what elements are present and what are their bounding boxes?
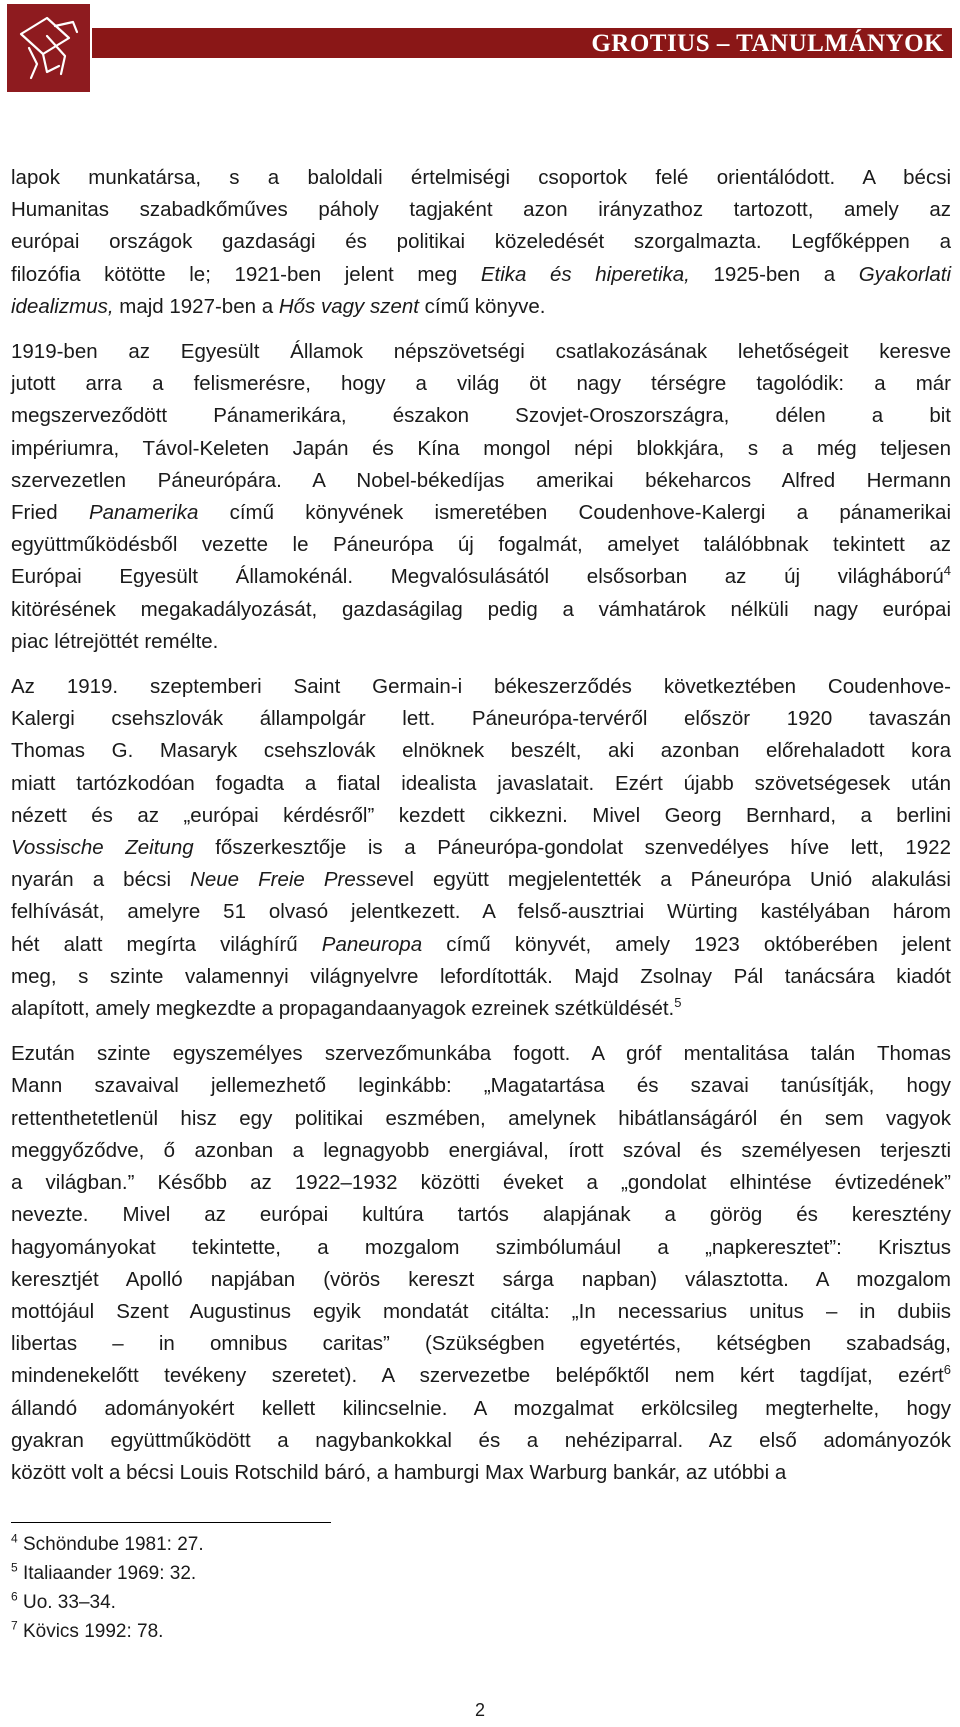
- page-number: 2: [474, 1700, 485, 1720]
- text-line: [11, 291, 951, 323]
- italic-title: Etika és hiperetika,: [480, 262, 690, 286]
- text-run: mottójául Szent Augustinus egyik mondatát citálta: „In necessarius unitus – in dubiis: [11, 1299, 951, 1323]
- footnote: [11, 1588, 204, 1617]
- text-line: [11, 703, 951, 735]
- text-run: állandó adományokért kellett kilincselnie. A mozgalmat erkölcsileg megterhelte, hogy: [11, 1396, 951, 1420]
- footnote-text: Italiaander 1969: 32.: [17, 1563, 197, 1584]
- text-run: a világban.” Később az 1922–1932 közötti éveket a „gondolat elhintése évtizedének”: [11, 1171, 951, 1195]
- text-run: című könyvét, amely 1923 októberében jelent: [422, 932, 951, 956]
- text-line: [11, 800, 951, 832]
- text-run: 1919-ben az Egyesült Államok népszövetségi csatlakozásának lehetőségeit keresve: [11, 340, 951, 364]
- text-line: [11, 594, 951, 626]
- text-run: majd 1927-ben a: [113, 294, 279, 318]
- text-run: főszerkesztője is a Páneurópa-gondolat szenvedélyes híve lett, 1922: [193, 836, 951, 860]
- header-bar: [92, 28, 952, 58]
- text-line: [11, 1425, 951, 1457]
- text-line: [11, 433, 951, 465]
- text-run: keresztjét Apolló napjában (vörös kereszt sárga napban) választotta. A mozgalom: [11, 1267, 951, 1291]
- text-line: [11, 162, 951, 194]
- text-run: között volt a bécsi Louis Rotschild báró, a hamburgi Max Warburg bankár, az utóbbi a: [11, 1460, 787, 1484]
- text-line: [11, 671, 951, 703]
- footnote: [11, 1530, 204, 1559]
- text-run: impériumra, Távol-Keleten Japán és Kína mongol népi blokkjára, s a még teljesen: [11, 436, 951, 460]
- text-line: [11, 1457, 951, 1489]
- footnote-number: 7: [11, 1618, 18, 1633]
- text-line: [11, 1296, 951, 1328]
- text-run: szervezetlen Páneurópára. A Nobel-békedíjas amerikai békeharcos Alfred Hermann: [11, 468, 951, 492]
- italic-title: Panamerika: [88, 501, 199, 525]
- grotius-logo-icon: [7, 4, 90, 92]
- text-run: Ezután szinte egyszemélyes szervezőmunkába fogott. A gróf mentalitása talán Thomas: [11, 1042, 951, 1066]
- text-line: [11, 1328, 951, 1360]
- footnote: [11, 1617, 204, 1646]
- italic-title: Paneuropa: [321, 932, 423, 956]
- text-line: [11, 400, 951, 432]
- text-run: jutott arra a felismerésre, hogy a világ öt nagy térségre tagolódik: a már: [11, 372, 951, 396]
- text-run: nevezte. Mivel az európai kultúra tartós alapjának a görög és keresztény: [11, 1203, 951, 1227]
- text-line: [11, 336, 951, 368]
- footnote: [11, 1559, 204, 1588]
- text-run: lapok munkatársa, s a baloldali értelmiségi csoportok felé orientálódott. A bécsi: [11, 166, 951, 189]
- text-run: miatt tartózkodóan fogadta a fiatal idealista javaslatait. Ezért újabb szövetségesek után: [11, 771, 951, 795]
- text-run: Thomas G. Masaryk csehszlovák elnöknek beszélt, aki azonban előrehaladott kora: [11, 739, 951, 763]
- text-run: rettenthetetlenül hisz egy politikai eszmében, amelynek hibátlanságáról én sem vagyok: [11, 1106, 951, 1130]
- paragraph: [11, 1038, 951, 1489]
- footnote-number: 5: [11, 1560, 18, 1575]
- text-line: [11, 1135, 951, 1167]
- text-line: [11, 832, 951, 864]
- text-line: [11, 1038, 951, 1070]
- paragraph: [11, 336, 951, 658]
- text-run: nyarán a bécsi: [11, 868, 191, 892]
- text-line: [11, 1070, 951, 1102]
- text-line: [11, 561, 951, 593]
- text-line: [11, 1232, 951, 1264]
- text-run: Humanitas szabadkőműves páholy tagjaként azon irányzathoz tartozott, amely az: [11, 198, 951, 222]
- text-run: megszerveződött Pánamerikára, északon Szovjet-Oroszországra, délen a bit: [11, 404, 951, 428]
- italic-title: Hős vagy szent: [278, 294, 419, 318]
- text-run: Az 1919. szeptemberi Saint Germain-i békeszerződés következtében Coudenhove-: [11, 675, 951, 699]
- footnote-ref: 6: [943, 1362, 951, 1378]
- italic-title: Vossische Zeitung: [11, 836, 194, 860]
- page-header: [0, 0, 960, 92]
- text-line: [11, 1167, 951, 1199]
- text-line: [11, 1393, 951, 1425]
- text-line: [11, 896, 951, 928]
- text-line: [11, 735, 951, 767]
- text-run: piac létrejöttét remélte.: [11, 629, 219, 653]
- paragraph: [11, 671, 951, 1025]
- text-run: című könyve.: [418, 294, 546, 318]
- text-run: 1925-ben a: [689, 262, 859, 286]
- text-run: együttműködésből vezette le Páneurópa új fogalmát, amelyet találóbbnak tekintett az: [11, 533, 951, 557]
- text-line: [11, 1103, 951, 1135]
- text-line: [11, 1199, 951, 1231]
- text-run: kitörésének megakadályozását, gazdaságilag pedig a vámhatárok nélküli nagy európai: [11, 597, 951, 621]
- footnote-divider: [11, 1522, 331, 1523]
- text-run: hét alatt megírta világhírű: [11, 932, 322, 956]
- text-run: meggyőződve, ő azonban a legnagyobb energiával, írott szóval és személyesen terjeszti: [11, 1138, 951, 1162]
- text-line: [11, 929, 951, 961]
- footnotes: [11, 1530, 204, 1646]
- text-line: [11, 864, 951, 896]
- text-run: európai országok gazdasági és politikai közeledését szorgalmazta. Legfőképpen a: [11, 230, 951, 254]
- text-line: [11, 993, 951, 1025]
- text-line: [11, 1360, 951, 1392]
- footnote-text: Schöndube 1981: 27.: [17, 1534, 204, 1555]
- text-run: Mann szavaival jellemezhető leginkább: „Magatartása és szavai tanúsítják, hogy: [11, 1074, 951, 1098]
- footnote-number: 4: [11, 1531, 18, 1546]
- footnote-text: Kövics 1992: 78.: [17, 1621, 164, 1642]
- italic-title: Gyakorlati: [858, 262, 951, 286]
- text-line: [11, 961, 951, 993]
- footnote-number: 6: [11, 1589, 18, 1604]
- italic-title: Neue Freie Presse: [190, 868, 388, 892]
- text-line: [11, 497, 951, 529]
- footnote-ref: 4: [943, 563, 951, 579]
- text-run: vel együtt megjelentették a Páneurópa Unió alakulási: [387, 868, 951, 892]
- text-run: nézett és az „európai kérdésről” kezdett cikkezni. Mivel Georg Bernhard, a berlini: [11, 803, 951, 827]
- text-line: [11, 1264, 951, 1296]
- footnote-text: Uo. 33–34.: [17, 1592, 116, 1613]
- text-run: Fried: [11, 501, 89, 525]
- text-run: gyakran együttműködött a nagybankokkal és a nehéziparral. Az első adományozók: [11, 1428, 951, 1452]
- text-run: meg, s szinte valamennyi világnyelvre lefordították. Majd Zsolnay Pál tanácsára kiadót: [11, 964, 951, 988]
- text-run: filozófia kötötte le; 1921-ben jelent meg: [11, 262, 481, 286]
- text-run: alapított, amely megkezdte a propagandaanyagok ezreinek szétküldését.: [11, 997, 675, 1021]
- text-run: mindenekelőtt tevékeny szeretet).: [11, 1364, 358, 1388]
- text-run: Megvalósulásától elsősorban az új világháború: [353, 565, 944, 589]
- text-run: Kalergi csehszlovák állampolgár lett. Páneurópa-tervéről először 1920 tavaszán: [11, 707, 951, 731]
- text-run: felhívását, amelyre 51 olvasó jelentkezett. A felső-ausztriai Würting kastélyában három: [11, 900, 951, 924]
- paragraph: [11, 162, 951, 323]
- text-line: [11, 529, 951, 561]
- text-run: című könyvének ismeretében Coudenhove-Kalergi a pánamerikai: [198, 501, 951, 525]
- text-line: [11, 368, 951, 400]
- text-run: hagyományokat tekintette, a mozgalom szimbólumául a „napkeresztet”: Krisztus: [11, 1235, 951, 1259]
- text-line: [11, 626, 951, 658]
- italic-title: idealizmus,: [11, 294, 114, 318]
- text-run: A szervezetbe belépőktől nem kért tagdíjat, ezért: [357, 1364, 944, 1388]
- footnote-ref: 5: [674, 995, 682, 1011]
- article-body: [11, 162, 951, 1502]
- header-title: GROTIUS – TANULMÁNYOK: [591, 30, 944, 57]
- text-line: [11, 226, 951, 258]
- text-run: Európai Egyesült Államokénál.: [11, 565, 354, 589]
- text-run: libertas – in omnibus caritas” (Szükségben egyetértés, kétségben szabadság,: [11, 1332, 951, 1356]
- text-line: [11, 768, 951, 800]
- text-line: [11, 194, 951, 226]
- text-line: [11, 259, 951, 291]
- text-line: [11, 465, 951, 497]
